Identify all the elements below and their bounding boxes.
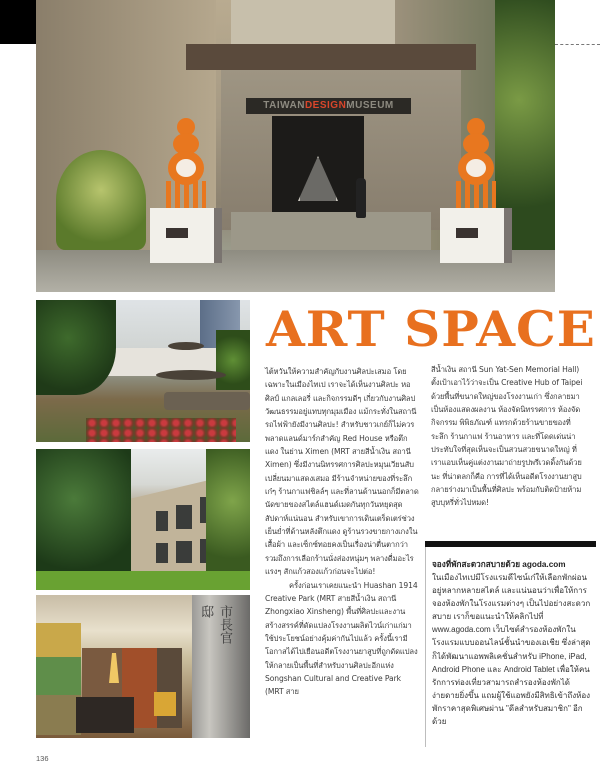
sculpture-right — [454, 118, 498, 211]
sculpture-left — [164, 118, 208, 211]
armchair — [154, 692, 176, 716]
article-paragraph: ครั้งก่อนเราเคยแนะนำ Huashan 1914 Creative Park (MRT สายสีน้ำเงิน สถานี Zhongxiao Xinsheng) พื้นที่ศิลปะและงานสร้างสรรค์ที่ดัดแปลงโรงงานผลิตไวน์เก่าแก่มาใช้ประโยชน์อย่างคุ้มค่ากันไปแล้ว ครั้งนี้เรามีโอกาสได้ไปเยือนอดีตโรงงานยาสูบที่ถูกดัดแปลงให้กลายเป็นพื้นที่สำหรับงานศิลปะอีกแห่ง Songshan Cultural and Creative Park (MRT สาย — [265, 580, 418, 697]
pedestal-left — [150, 208, 222, 263]
agoda-sidebar — [425, 541, 595, 747]
photo-interior — [36, 595, 250, 738]
museum-logo-icon — [166, 228, 188, 238]
palm-plant — [56, 150, 146, 250]
photo-building — [36, 449, 250, 590]
visitor — [356, 178, 366, 218]
sidebar-body: ในเมืองไทเปมีโรงแรมดีไซน์เก๋ให้เลือกพักผ่อนอยู่หลากหลายสไตล์ และแน่นอนว่าเพื่อให้การจองห้องพักในโรงแรมต่างๆ เป็นไปอย่างสะดวกสบาย เราก็ขอแนะนำให้คลิกไปที่ www.agoda.com เว็บไซต์สำรองห้องพักในโรงแรมแบบออนไลน์ชั้นนำของเอเชีย ซึ่งล่าสุดก็ได้พัฒนาแอพพลิเคชั่นสำหรับ iPhone, iPad, Android Phone และ Android Tablet เพื่อให้คนรักการท่องเที่ยวสามารถสำรองห้องพักได้ง่ายดายยิ่งขึ้น แถมผู้ใช้แอพยังมีสิทธิเข้าถึงห้องพักราคาสุดพิเศษผ่าน "ดีลสำหรับสมาชิก" อีกด้วย — [432, 573, 591, 727]
sidebar-title: จองที่พักสะดวกสบายด้วย agoda.com — [432, 560, 566, 569]
page-number: 136 — [36, 754, 49, 763]
headline: ART SPACE — [266, 300, 596, 358]
article-paragraph: สีน้ำเงิน สถานี Sun Yat-Sen Memorial Hall) ตั้งเป้าเอาไว้ว่าจะเป็น Creative Hub of Taipei ด้วยพื้นที่ขนาดใหญ่ของโรงงานเก่า ซึ่งกลายมาเป็นห้องแสดงผลงาน ห้องจัดนิทรรศการ ห้องจัดกิจกรรม พิพิธภัณฑ์ แทรกด้วยร้านขายของที่ระลึก ร้านกาแฟ ร้านอาหาร และที่โดดเด่นน่าประทับใจที่สุดเห็นจะเป็นสวนสวยขนาดใหญ่ ที่เราแอบเห็นคู่แต่งงานมาถ่ายรูปพรีเวดดิ้งกันด้วยนะ ที่น่าตลกก็คือ การที่ได้เห็นอดีตโรงงานยาสูบกลายร่างมาเป็นพื้นที่ศิลปะ พร้อมกับติดป้ายห้ามสูบบุหรี่ทั่วไปหมด! — [431, 365, 583, 508]
pedestal-right — [440, 208, 512, 263]
museum-door — [272, 116, 364, 216]
article-paragraph: ไต้หวันให้ความสำคัญกับงานศิลปะเสมอ โดยเฉพาะในเมืองไทเป เราจะได้เห็นงานศิลปะ หอศิลป์ แกลเลอรี่ และกิจกรรมดีๆ เกี่ยวกับงานศิลปวัฒนธรรมอยู่แทบทุกมุมเมือง แม้กระทั่งในสถานีรถไฟฟ้ายังมีงานศิลปะ! สำหรับชาวเกย์ก็ไม่ควรพลาดแลนด์มาร์กสำคัญ Red House หรือตึกแดง ในย่าน Ximen (MRT สายสีน้ำเงิน สถานี Ximen) ซึ่งมีงานนิทรรศการศิลปะหมุนเวียนสับเปลี่ยนมาแสดงเสมอ มีร้านจำหน่ายของที่ระลึกเก๋ๆ ร้านกาแฟชิลล์ๆ และที่ลานด้านนอกก็มีตลาดนัดขายของสไตล์แฮนด์เมดกันทุกวันหยุดสุดสัปดาห์แน่นอน สำหรับเขาการเดินเตร็ดเตร่ช่วงเย็นย่ำที่ด้านหลังตึกแดง ดูร้านรวงขายกางเกงใน เสื้อผ้า และเซ็กซ์ทอยคงเป็นเรื่องน่าตื่นตากว่า รวมถึงการเลือกร้านนั่งส่องหนุ่มๆ พลางดื่มอะไรแรงๆ สักแก้วสองแก้วก่อนจะไปต่อ! — [265, 367, 419, 577]
entrance-canopy — [186, 44, 476, 70]
article-column-1 — [265, 365, 420, 699]
sidebar-top-bar — [425, 541, 596, 547]
desk — [76, 697, 134, 733]
dotted-rule — [555, 44, 600, 45]
article-column-2 — [431, 363, 586, 510]
corner-block — [0, 0, 36, 44]
photo-fountain — [36, 300, 250, 442]
museum-logo-icon — [456, 228, 478, 238]
museum-sign: TAIWANDESIGNMUSEUM — [246, 98, 411, 114]
hero-photo — [36, 0, 555, 292]
pillar-sign: 市長官邸 — [198, 605, 232, 644]
